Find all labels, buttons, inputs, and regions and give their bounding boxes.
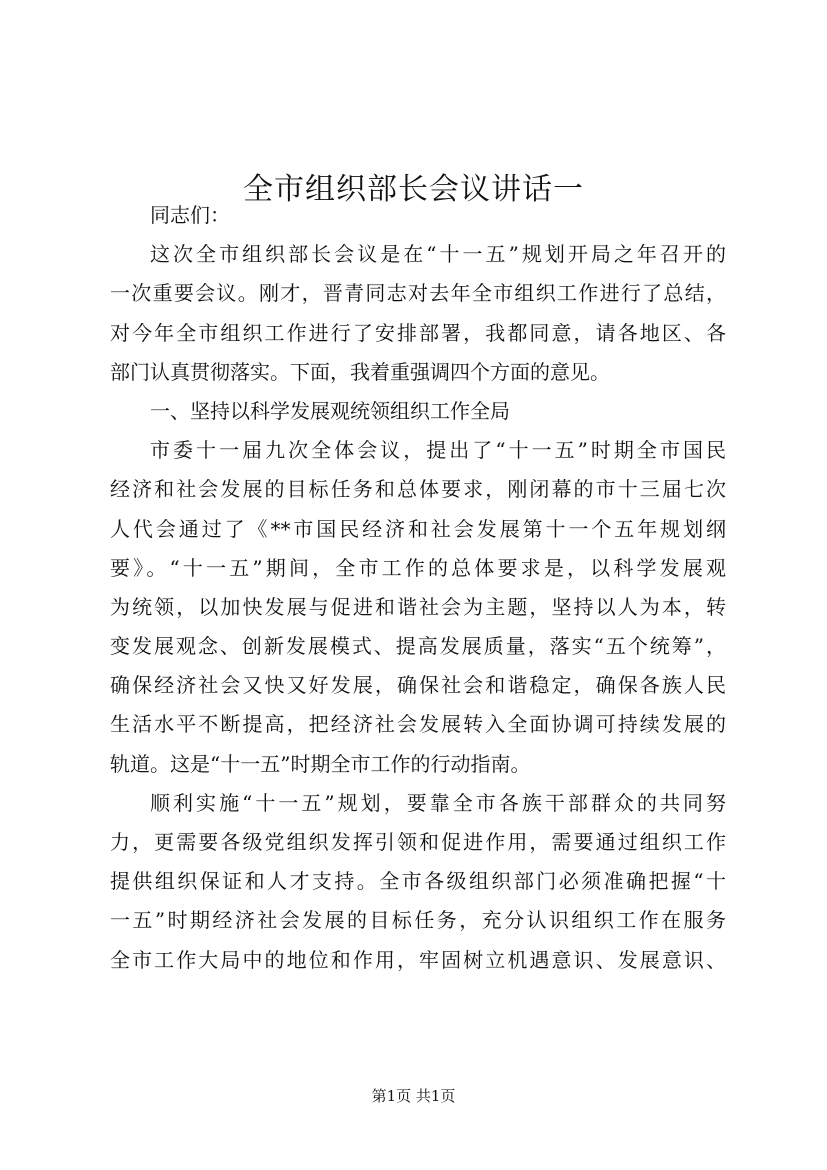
body-line: 对今年全市组织工作进行了安排部署，我都同意，请各地区、各 bbox=[110, 320, 726, 345]
body-line: 变发展观念、创新发展模式、提高发展质量，落实“五个统筹”， bbox=[110, 634, 726, 659]
document-title: 全市组织部长会议讲话一 bbox=[243, 172, 584, 208]
body-line: 市委十一届九次全体会议，提出了“十一五”时期全市国民 bbox=[150, 438, 726, 463]
body-line: 生活水平不断提高，把经济社会发展转入全面协调可持续发展的 bbox=[110, 712, 726, 737]
body-line: 同志们： bbox=[150, 203, 230, 227]
body-line: 经济和社会发展的目标任务和总体要求，刚闭幕的市十三届七次 bbox=[110, 477, 726, 502]
body-line: 要》。“十一五”期间，全市工作的总体要求是，以科学发展观 bbox=[110, 555, 726, 580]
body-line: 一、坚持以科学发展观统领组织工作全局 bbox=[150, 398, 510, 423]
body-line: 力，更需要各级党组织发挥引领和促进作用，需要通过组织工作 bbox=[110, 830, 726, 854]
body-line: 这次全市组织部长会议是在“十一五”规划开局之年召开的 bbox=[150, 242, 726, 267]
body-line: 为统领，以加快发展与促进和谐社会为主题，坚持以人为本，转 bbox=[110, 594, 726, 619]
body-line: 一五”时期经济社会发展的目标任务，充分认识组织工作在服务 bbox=[110, 908, 726, 933]
body-line: 全市工作大局中的地位和作用，牢固树立机遇意识、发展意识、 bbox=[110, 947, 726, 972]
body-line: 部门认真贯彻落实。下面，我着重强调四个方面的意见。 bbox=[110, 359, 610, 384]
body-line: 提供组织保证和人才支持。全市各级组织部门必须准确把握“十 bbox=[110, 869, 726, 894]
page-footer: 第1页 共1页 bbox=[371, 1087, 456, 1105]
body-line: 轨道。这是“十一五”时期全市工作的行动指南。 bbox=[110, 751, 531, 776]
body-line: 顺利实施“十一五”规划，要靠全市各族干部群众的共同努 bbox=[150, 790, 726, 815]
body-line: 一次重要会议。刚才，晋青同志对去年全市组织工作进行了总结， bbox=[110, 281, 726, 306]
body-line: 人代会通过了《**市国民经济和社会发展第十一个五年规划纲 bbox=[110, 516, 726, 541]
body-line: 确保经济社会又快又好发展，确保社会和谐稳定，确保各族人民 bbox=[110, 673, 726, 698]
document-body bbox=[110, 196, 726, 980]
